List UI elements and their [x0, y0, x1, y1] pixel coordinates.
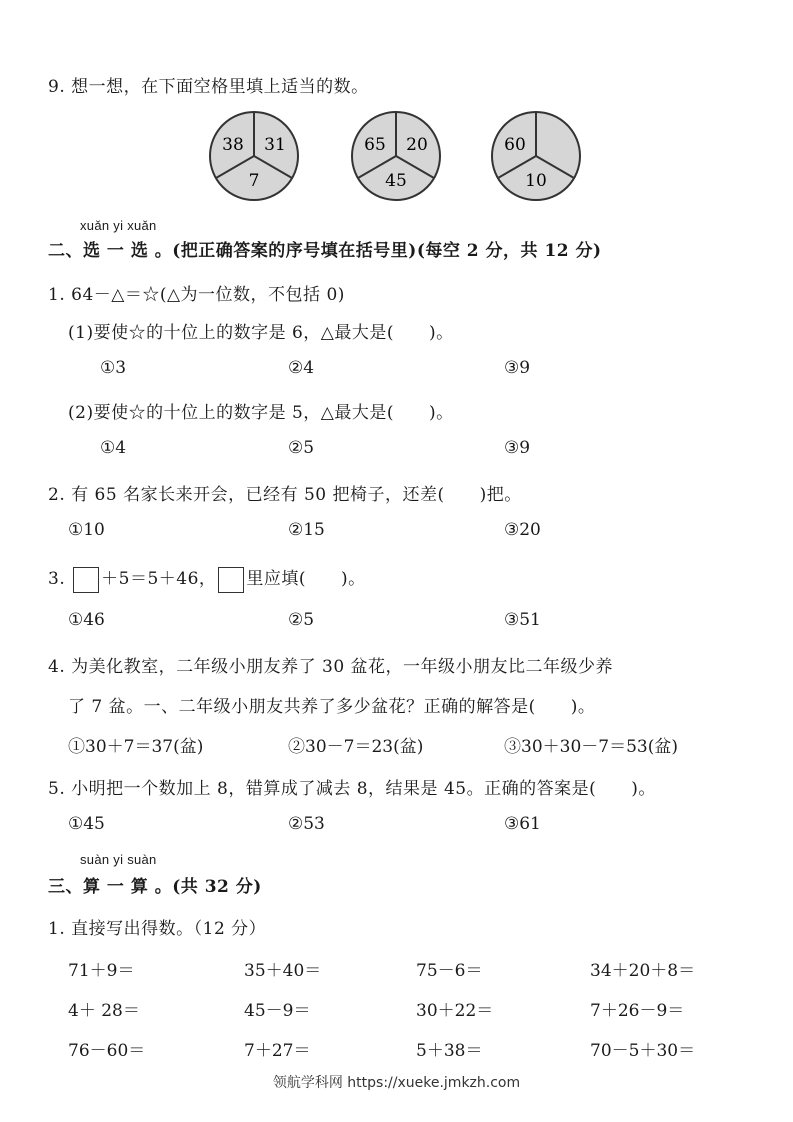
q2-opt-3: ③20	[504, 520, 541, 540]
q3-opt-3: ③51	[504, 610, 541, 630]
q3-opt-2: ②5	[288, 610, 315, 630]
q1-sub2-opt-2: ②5	[288, 438, 315, 458]
circle-1-tl: 38	[222, 135, 244, 155]
section2-heading: 二、选 一 选 。(把正确答案的序号填在括号里)(每空 2 分，共 12 分)	[48, 241, 602, 261]
q5-opt-1: ①45	[68, 814, 105, 834]
q4-line1: 4. 为美化教室，二年级小朋友养了 30 盆花，一年级小朋友比二年级少养	[48, 657, 614, 677]
q2-opt-1: ①10	[68, 520, 105, 540]
circle-1	[208, 110, 300, 202]
section3-q1-title: 1. 直接写出得数。（12 分）	[48, 919, 267, 939]
calc-r1-c3: 75－6＝	[416, 961, 483, 981]
calc-r3-c4: 70－5＋30＝	[590, 1041, 696, 1061]
q5-opt-3: ③61	[504, 814, 541, 834]
q1-sub2: (2)要使☆的十位上的数字是 5，△最大是( )。	[68, 403, 454, 423]
q1-sub2-opt-1: ①4	[100, 438, 127, 458]
section3-heading: 三、算 一 算 。(共 32 分)	[48, 877, 262, 897]
calc-r1-c1: 71＋9＝	[68, 961, 135, 981]
q3-stem	[48, 564, 366, 593]
circle-2-b: 45	[385, 171, 407, 191]
circle-3	[490, 110, 582, 202]
q1-sub1: (1)要使☆的十位上的数字是 6，△最大是( )。	[68, 323, 454, 343]
calc-r2-c4: 7＋26－9＝	[590, 1001, 685, 1021]
q3-part1: ＋5＝5＋46，	[101, 569, 217, 589]
q1-stem: 1. 64－△＝☆(△为一位数，不包括 0)	[48, 285, 345, 305]
circle-2	[350, 110, 442, 202]
calc-r2-c1: 4＋ 28＝	[68, 1001, 140, 1021]
q3-number: 3.	[48, 569, 66, 589]
circle-2-tr: 20	[406, 135, 428, 155]
q1-sub1-opt-1: ①3	[100, 358, 127, 378]
q3-opt-1: ①46	[68, 610, 105, 630]
calc-r2-c3: 30＋22＝	[416, 1001, 494, 1021]
q9-title: 9. 想一想，在下面空格里填上适当的数。	[48, 77, 369, 97]
q4-opt-2: ②30－7＝23(盆)	[288, 737, 424, 757]
circle-1-tr: 31	[264, 135, 286, 155]
q3-blank-box[interactable]	[73, 567, 99, 593]
circle-3-tl: 60	[504, 135, 526, 155]
q5-stem: 5. 小明把一个数加上 8，错算成了减去 8，结果是 45。正确的答案是( )。	[48, 779, 656, 799]
q4-opt-1: ①30＋7＝37(盆)	[68, 737, 204, 757]
section2-pinyin: xuǎn yi xuǎn	[80, 218, 157, 233]
calc-r3-c1: 76－60＝	[68, 1041, 146, 1061]
q4-line2: 了 7 盆。一、二年级小朋友共养了多少盆花？正确的解答是( )。	[68, 697, 596, 717]
q4-opt-3: ③30＋30－7＝53(盆)	[504, 737, 678, 757]
q3-part2: 里应填( )。	[246, 569, 366, 589]
calc-r3-c2: 7＋27＝	[244, 1041, 311, 1061]
calc-r2-c2: 45－9＝	[244, 1001, 311, 1021]
q1-sub1-opt-3: ③9	[504, 358, 531, 378]
circle-2-tl: 65	[364, 135, 386, 155]
calc-r3-c3: 5＋38＝	[416, 1041, 483, 1061]
q1-sub1-opt-2: ②4	[288, 358, 315, 378]
section3-pinyin: suàn yi suàn	[80, 852, 157, 867]
circle-3-b: 10	[525, 171, 547, 191]
q2-stem: 2. 有 65 名家长来开会，已经有 50 把椅子，还差( )把。	[48, 485, 522, 505]
circle-1-b: 7	[248, 171, 260, 191]
q5-opt-2: ②53	[288, 814, 325, 834]
q3-blank-box-2[interactable]	[218, 567, 244, 593]
footer-watermark: 领航学科网 https://xueke.jmkzh.com	[272, 1075, 521, 1091]
q1-sub2-opt-3: ③9	[504, 438, 531, 458]
q2-opt-2: ②15	[288, 520, 325, 540]
calc-r1-c4: 34＋20＋8＝	[590, 961, 696, 981]
calc-r1-c2: 35＋40＝	[244, 961, 322, 981]
